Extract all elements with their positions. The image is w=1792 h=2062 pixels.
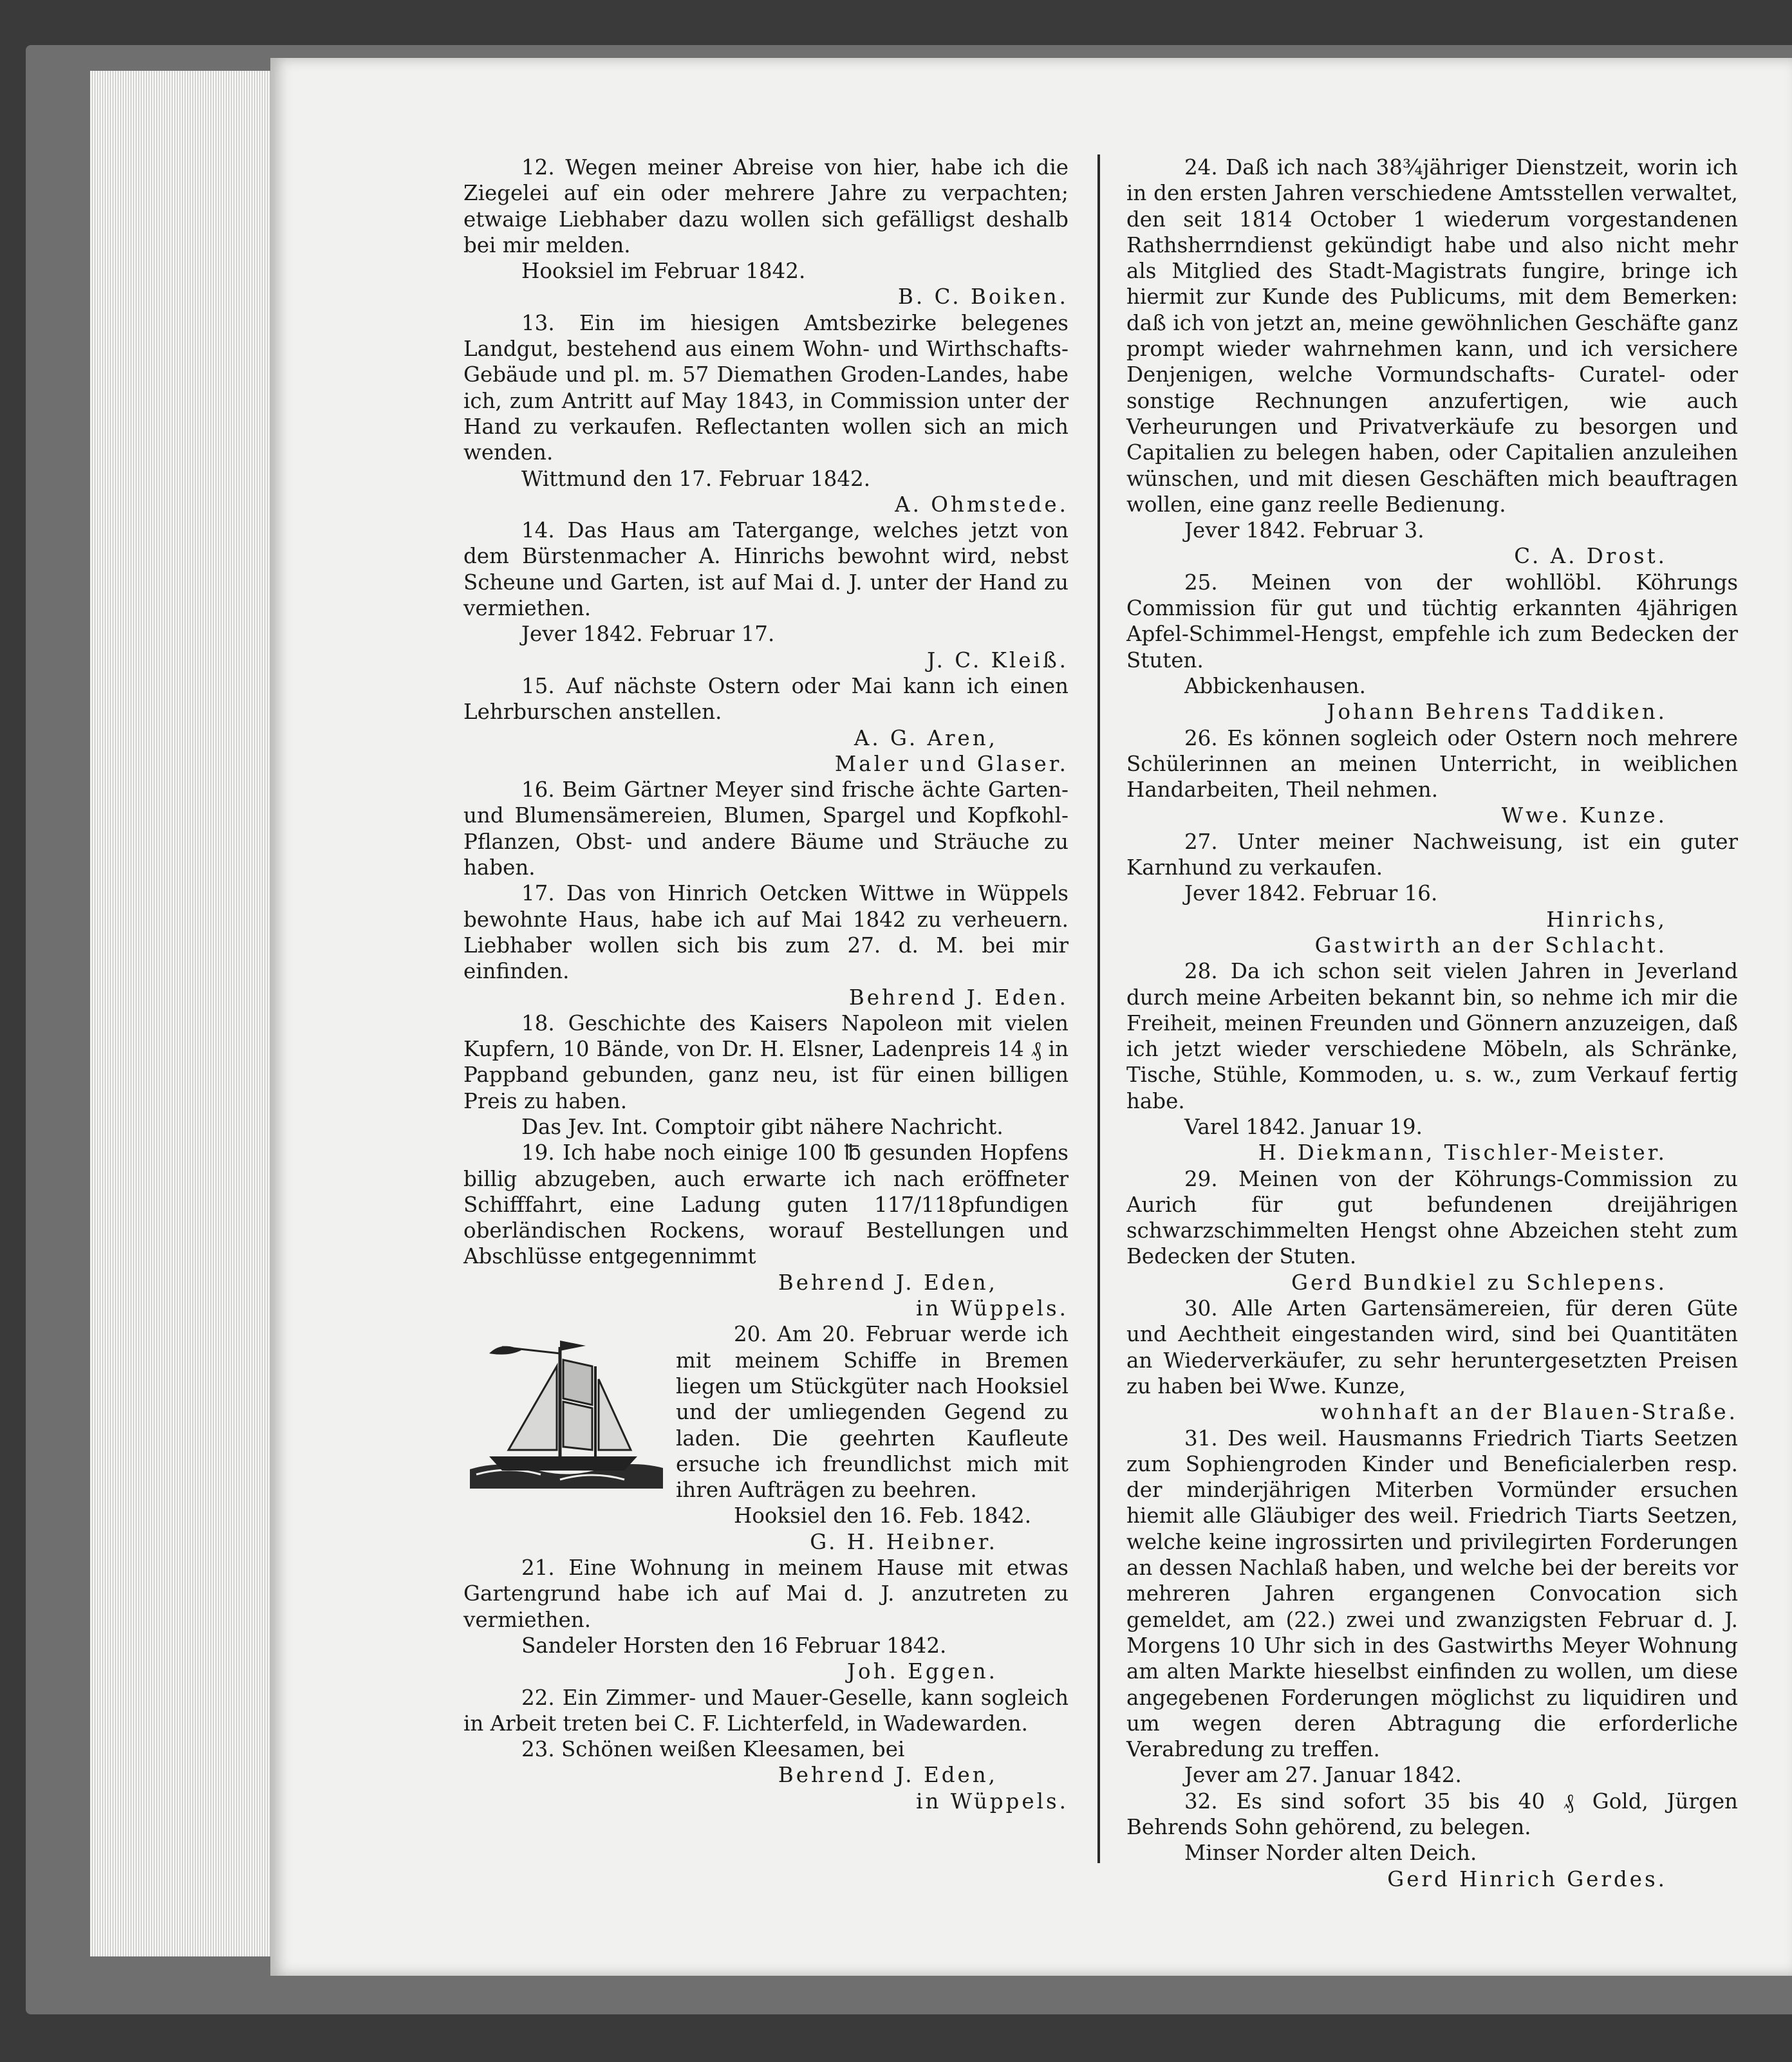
place-date-line: Hooksiel den 16. Feb. 1842. — [734, 1503, 1032, 1528]
advertisement — [1126, 570, 1738, 673]
advertisement — [1126, 154, 1738, 517]
signature: Gerd Hinrich Gerdes. — [1387, 1866, 1667, 1891]
advertisement — [463, 310, 1069, 466]
signature: Behrend J. Eden. — [848, 985, 1069, 1010]
ad-number: 25. — [1184, 570, 1218, 595]
signature: Behrend J. Eden, — [778, 1270, 998, 1295]
ad-text: Das Haus am Tatergange, welches jetzt von dem Bürstenmacher A. Hinrichs bewohnt wird, nebst Scheune und Garten, ist auf Mai d. J. unter der Hand zu vermiethen. — [463, 518, 1069, 621]
ad-text: Meinen von der Köhrungs-Commission zu Aurich für gut befundenen dreijährigen schwarzschimmelten Hengst ohne Abzeichen steht zum Bedecken der Stuten. — [1126, 1166, 1738, 1269]
advertisement — [463, 1010, 1069, 1114]
ad-text: Schönen weißen Kleesamen, bei — [561, 1737, 905, 1762]
place-date-line: Das Jev. Int. Comptoir gibt nähere Nachricht. — [521, 1114, 1003, 1139]
ad-number: 23. — [521, 1737, 555, 1762]
signature: Gastwirth an der Schlacht. — [1314, 933, 1667, 958]
signature: Maler und Glaser. — [834, 751, 1069, 776]
advertisement — [1126, 1166, 1738, 1270]
ad-text: Unter meiner Nachweisung, ist ein guter Karnhund zu verkaufen. — [1126, 829, 1738, 880]
ad-text: Alle Arten Gartensämereien, für deren Güte und Aechtheit eingestanden wird, sind bei Quantitäten an Wiederverkäufer, zu sehr heruntergesetzten Preisen zu haben bei Wwe. Kunze, — [1126, 1296, 1738, 1398]
column-rule — [1097, 154, 1100, 1863]
ad-number: 30. — [1184, 1296, 1218, 1321]
ad-text: Das von Hinrich Oetcken Wittwe in Wüppels bewohnte Haus, habe ich auf Mai 1842 zu verheuern. Liebhaber wollen sich bis zum 27. d. M. bei mir einfinden. — [463, 881, 1069, 984]
ad-text: Meinen von der wohllöbl. Köhrungs Commission für gut und tüchtig erkannten 4jährigen Apfel-Schimmel-Hengst, empfehle ich zum Bedecken der Stuten. — [1126, 570, 1738, 673]
advertisement — [463, 1555, 1069, 1633]
ad-number: 27. — [1184, 829, 1218, 854]
page-edges — [90, 71, 283, 1956]
place-date-line: Wittmund den 17. Februar 1842. — [521, 466, 871, 491]
ship-woodcut-icon — [463, 1328, 669, 1501]
ad-text: Am 20. Februar werde ich mit meinem Schiffe in Bremen liegen um Stückgüter nach Hooksiel und der umliegenden Gegend zu laden. Die geehrten Kaufleute ersuche ich freundlichst mich mit ihren Aufträgen zu beehren. — [676, 1322, 1069, 1503]
signature: Hinrichs, — [1546, 907, 1667, 932]
place-date-line: Hooksiel im Februar 1842. — [521, 259, 806, 284]
signature: Joh. Eggen. — [846, 1659, 998, 1684]
signature: Gerd Bundkiel zu Schlepens. — [1291, 1270, 1667, 1295]
ad-number: 21. — [521, 1556, 555, 1581]
ad-text: Des weil. Hausmanns Friedrich Tiarts Seetzen zum Sophiengroden Kinder und Beneficialerben resp. der minderjährigen Miterben Vormünder ersuchen hiemit alle Gläubiger des weil. Friedrich Tiarts Seetzen, welche keine ingrossirten und privilegirten Forderungen an dessen Nachlaß haben, und welche bei der bereits vor mehreren Jahren ergangenen Convocation sich gemeldet, am (22.) zwei und zwanzigsten Februar d. J. Morgens 10 Uhr sich in des Gastwirths Meyer Wohnung am alten Markte hieselbst einfinden zu wollen, um diese angegebenen Forderungen möglichst zu liquidiren und um wegen deren Abtragung die erforderliche Verabredung zu treffen. — [1126, 1426, 1738, 1762]
ad-text: Eine Wohnung in meinem Hause mit etwas Gartengrund habe ich auf Mai d. J. anzutreten zu vermiethen. — [463, 1556, 1069, 1632]
signature: in Wüppels. — [916, 1788, 1069, 1814]
ad-number: 31. — [1184, 1426, 1218, 1451]
advertisement — [463, 1685, 1069, 1737]
advertisement — [463, 154, 1069, 258]
signature: Wwe. Kunze. — [1501, 803, 1667, 828]
ad-number: 28. — [1184, 959, 1218, 984]
advertisement — [1126, 1788, 1738, 1841]
ad-text: Es können sogleich oder Ostern noch mehrere Schülerinnen an meinen Unterricht, in weiblichen Handarbeiten, Theil nehmen. — [1126, 725, 1738, 803]
ad-number: 18. — [521, 1010, 555, 1036]
ad-number: 19. — [521, 1140, 555, 1166]
ad-number: 14. — [521, 518, 555, 543]
place-date-line: Jever am 27. Januar 1842. — [1184, 1763, 1462, 1788]
right-column — [1126, 154, 1738, 1892]
signature: B. C. Boiken. — [898, 284, 1069, 310]
place-date-line: Abbickenhausen. — [1184, 673, 1366, 698]
advertisement — [1126, 1426, 1738, 1763]
signature: A. G. Aren, — [854, 725, 998, 750]
signature: Behrend J. Eden, — [778, 1763, 998, 1788]
ad-text: Wegen meiner Abreise von hier, habe ich die Ziegelei auf ein oder mehrere Jahre zu verpachten; etwaige Liebhaber dazu wollen sich gefälligst deshalb bei mir melden. — [463, 155, 1069, 257]
place-date-line: Sandeler Horsten den 16 Februar 1842. — [521, 1633, 947, 1658]
ad-text: Geschichte des Kaisers Napoleon mit vielen Kupfern, 10 Bände, von Dr. H. Elsner, Ladenpreis 14 ₰ in Pappband gebunden, ganz neu, ist für einen billigen Preis zu haben. — [463, 1010, 1069, 1113]
ad-text: Ein im hiesigen Amtsbezirke belegenes Landgut, bestehend aus einem Wohn- und Wirthschafts-Gebäude und pl. m. 57 Diemathen Groden-Landes, habe ich, zum Antritt auf May 1843, in Commission unter der Hand zu verkaufen. Reflectanten wollen sich an mich wenden. — [463, 310, 1069, 465]
advertisement — [1126, 725, 1738, 803]
place-date-line: Jever 1842. Februar 16. — [1184, 881, 1438, 906]
signature: wohnhaft an der Blauen-Straße. — [1320, 1400, 1738, 1425]
left-column — [463, 154, 1069, 1814]
ad-number: 24. — [1184, 155, 1218, 180]
place-date-line: Varel 1842. Januar 19. — [1184, 1114, 1423, 1139]
advertisement — [463, 673, 1069, 725]
ad-text: Ich habe noch einige 100 ℔ gesunden Hopfens billig abzugeben, auch erwarte ich nach eröffneter Schifffahrt, eine Ladung guten 117/118pfundigen oberländischen Rockens, worauf Bestellungen und Abschlüsse entgegennimmt — [463, 1140, 1069, 1269]
ad-number: 29. — [1184, 1166, 1218, 1191]
ad-number: 16. — [521, 777, 555, 803]
ad-text: Daß ich nach 38¾jähriger Dienstzeit, worin ich in den ersten Jahren verschiedene Amtsstellen verwaltet, den seit 1814 October 1 wiederum vorgestandenen Rathsherrndienst gekündigt habe und also nicht mehr als Mitglied des Stadt-Magistrats fungire, bringe ich hiermit zur Kunde des Publicums, mit dem Bemerken: daß ich von jetzt an, meine gewöhnlichen Geschäfte ganz prompt wieder wahrnehmen kann, und ich versichere Denjenigen, welche Vormundschafts- Curatel- oder sonstige Rechnungen anzufertigen, wie auch Verheurungen und Privatverkäufe zu besorgen und Capitalien zu belegen haben, oder Capitalien anzuleihen wünschen, und mit diesen Geschäften mich beauftragen wollen, eine ganz reelle Bedienung. — [1126, 155, 1738, 517]
ad-number: 12. — [521, 155, 555, 180]
signature: in Wüppels. — [916, 1296, 1069, 1321]
place-date-line: Jever 1842. Februar 17. — [521, 622, 775, 647]
ad-number: 13. — [521, 310, 555, 335]
signature: G. H. Heibner. — [810, 1529, 998, 1554]
ad-number: 32. — [1184, 1788, 1218, 1814]
ad-text: Da ich schon seit vielen Jahren in Jeverland durch meine Arbeiten bekannt bin, so nehme ich mir die Freiheit, meinen Freunden und Gönnern anzuzeigen, daß ich jetzt wieder verschiedene Möbeln, als Schränke, Tische, Stühle, Kommoden, u. s. w., zum Verkauf fertig habe. — [1126, 959, 1738, 1113]
advertisement — [463, 1736, 1069, 1762]
ad-number: 17. — [521, 881, 555, 906]
ad-text: Es sind sofort 35 bis 40 ₰ Gold, Jürgen Behrends Sohn gehörend, zu belegen. — [1126, 1788, 1738, 1839]
advertisement — [463, 777, 1069, 880]
advertisement — [463, 880, 1069, 984]
ad-number: 26. — [1184, 725, 1218, 750]
signature: Johann Behrens Taddiken. — [1327, 700, 1667, 725]
place-date-line: Jever 1842. Februar 3. — [1184, 518, 1424, 543]
place-date-line: Minser Norder alten Deich. — [1184, 1841, 1477, 1866]
signature: C. A. Drost. — [1514, 544, 1667, 569]
ad-number: 20. — [734, 1322, 767, 1347]
signature: H. Diekmann, Tischler-Meister. — [1258, 1140, 1667, 1166]
advertisement — [1126, 958, 1738, 1114]
signature: A. Ohmstede. — [895, 492, 1069, 517]
ship-advertisement — [463, 1321, 1069, 1555]
ad-text: Beim Gärtner Meyer sind frische ächte Garten- und Blumensämereien, Blumen, Spargel und Kopfkohl-Pflanzen, Obst- und andere Bäume und Sträuche zu haben. — [463, 777, 1069, 880]
advertisement — [463, 1140, 1069, 1269]
advertisement — [463, 517, 1069, 621]
advertisement — [1126, 1296, 1738, 1399]
advertisement — [676, 1321, 1069, 1503]
ad-text: Auf nächste Ostern oder Mai kann ich einen Lehrburschen anstellen. — [463, 673, 1069, 725]
advertisement — [1126, 829, 1738, 881]
signature: J. C. Kleiß. — [927, 647, 1069, 673]
newspaper-page — [270, 58, 1792, 1976]
ad-number: 15. — [521, 673, 555, 698]
ad-number: 22. — [521, 1685, 555, 1710]
ad-text: Ein Zimmer- und Mauer-Geselle, kann sogleich in Arbeit treten bei C. F. Lichterfeld, in Wadewarden. — [463, 1685, 1069, 1736]
